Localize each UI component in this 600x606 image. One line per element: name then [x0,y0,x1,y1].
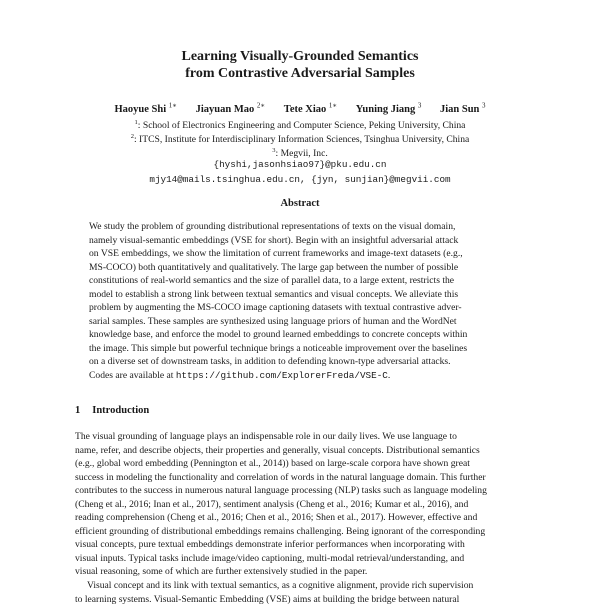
email-line: mjy14@mails.tsinghua.edu.cn, {jyn, sunjian}@megvii.com [149,174,451,185]
abstract-heading: Abstract [280,198,320,209]
abstract-line: model to establish a strong link between textual semantics and visual concepts. We alleviate this [89,288,459,300]
intro-line: Visual concept and its link with textual semantics, as a cognitive alignment, provide rich supervision [87,580,474,592]
author: Tete Xiao $^{1∗}$ [283,101,338,115]
intro-line: visual reasoning, some of which are further extensively studied in the paper. [75,566,368,578]
intro-line: visual concepts, pure textual embeddings demonstrate inferior performances when incorporating with [75,539,465,551]
intro-line: to learning systems. Visual-Semantic Embedding (VSE) aims at building the bridge between natural [75,593,460,605]
abstract-line: constitutions of real-world semantics and the size of parallel data, to a large extent, restricts the [89,275,455,287]
intro-line: name, refer, and describe objects, their properties and generally, visual concepts. Distributional semantics [75,444,480,456]
paper-title [0,48,600,82]
abstract-line: problem by augmenting the MS-COCO image captioning datasets with textual contrastive adver- [89,302,462,314]
author: Yuning Jiang $^3$ [355,101,422,115]
intro-line: success in modeling the functionality and correlation of words in the natural language domain. This further [75,471,486,483]
section-number: 1 [75,405,81,416]
title-line-2: from Contrastive Adversarial Samples [185,66,415,81]
abstract-line: sarial samples. These samples are synthesized using language priors of human and the WordNet [89,315,457,327]
abstract-body [89,220,514,383]
section-heading [75,405,149,416]
author: Jian Sun $^3$ [439,101,486,115]
introduction-body [75,430,527,606]
abstract-line: We study the problem of grounding distributional representations of texts on the visual domain, [89,221,456,232]
email-line: {hyshi,jasonhsiao97}@pku.edu.cn [213,159,387,170]
intro-line: (Cheng et al., 2016; Inan et al., 2017), sentiment analysis (Cheng et al., 2016; Kumar et al., 2016), and [75,498,469,510]
code-link[interactable]: https://github.com/ExplorerFreda/VSE-C [175,370,388,382]
abstract-last-line: Codes are available at https://github.com/ExplorerFreda/VSE-C. [89,370,391,382]
intro-line: reading comprehension (Cheng et al., 2016; Chen et al., 2016; Shen et al., 2017). However, effective and [75,512,478,524]
abstract-line: the image. This simple but powerful technique brings a noticeable improvement over the baselines [89,342,468,354]
abstract-line: knowledge base, and enforce the model to ground learned embeddings to concrete concepts within [89,329,468,341]
author: Jiayuan Mao $^{2∗}$ [195,101,266,115]
title-line-1: Learning Visually-Grounded Semantics [181,49,419,64]
abstract-line: on a diverse set of downstream tasks, in addition to defending known-type adversarial attacks. [89,356,451,368]
author-list [0,101,600,115]
intro-line: visual inputs. Typical tasks include image/video captioning, multi-modal retrieval/understanding, and [75,552,465,564]
intro-line: contributes to the success in numerous natural language processing (NLP) tasks such as language modeling [75,485,487,497]
intro-line: The visual grounding of language plays an indispensable role in our daily lives. We use language to [75,431,457,442]
affiliation: $^3$: Megvii, Inc. [272,147,328,160]
affiliation: $^2$: ITCS, Institute for Interdisciplinary Information Sciences, Tsinghua University, China [130,133,470,146]
author: Haoyue Shi $^{1∗}$ [114,101,178,115]
intro-line: (e.g., global word embedding (Pennington et al., 2014)) based on large-scale corpora have shown great [75,458,470,470]
abstract-line: MS-COCO) both quantitatively and qualitatively. The large gap between the number of possible [89,261,459,273]
affiliation: $^1$: School of Electronics Engineering and Computer Science, Peking University, China [134,119,466,132]
abstract-line: namely visual-semantic embeddings (VSE for short). Begin with an insightful adversarial attack [89,234,459,246]
abstract-line: on VSE embeddings, we show the limitation of current frameworks and image-text datasets (e.g., [89,248,463,260]
intro-line: efficient grounding of distributional embeddings remains challenging. Being ignorant of the corresponding [75,525,486,537]
section-title: Introduction [92,405,150,416]
